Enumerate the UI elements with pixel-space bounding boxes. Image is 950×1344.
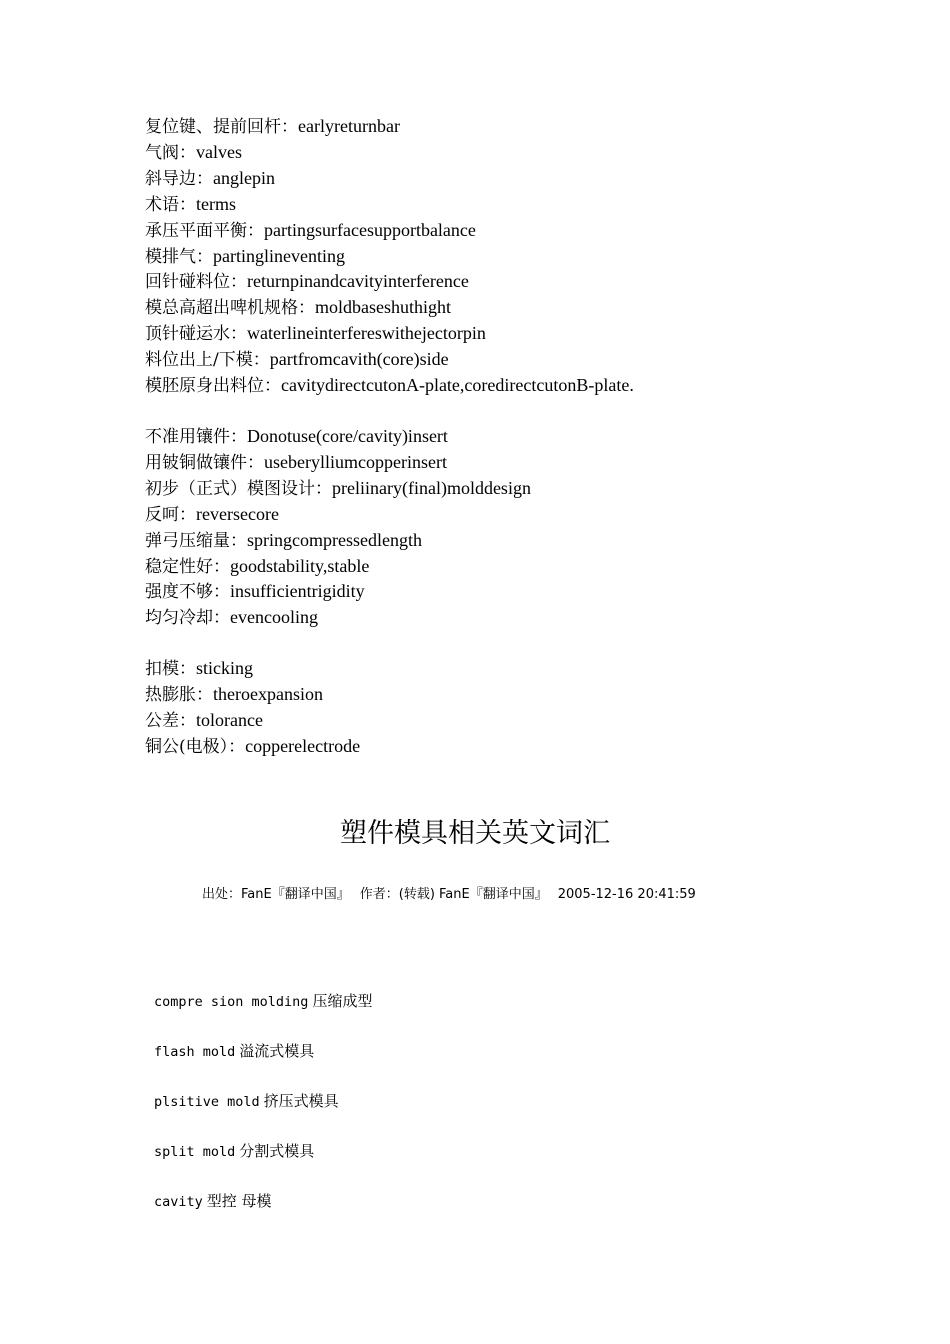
glossary-line: 承压平面平衡：partingsurfacesupportbalance <box>145 219 476 241</box>
vocab-item <box>154 988 854 1038</box>
vocab-item <box>154 1138 854 1188</box>
vocab-item <box>154 1088 854 1138</box>
glossary-line: 初步（正式）模图设计：preliinary(final)molddesign <box>145 477 531 499</box>
glossary-line: 模胚原身出料位：cavitydirectcutonA-plate,coredirectcutonB-plate. <box>145 375 634 397</box>
vocab-term: cavity <box>154 1194 203 1210</box>
author-label: 作者： <box>359 887 399 902</box>
glossary-line: 弹弓压缩量：springcompressedlength <box>145 529 422 551</box>
vocab-term: split mold <box>154 1144 236 1160</box>
author-value: (转载) FanE『翻译中国』 <box>398 887 548 902</box>
vocab-meaning: 压缩成型 <box>312 992 373 1010</box>
vocab-meaning: 溢流式模具 <box>239 1042 315 1060</box>
glossary-line: 斜导边：anglepin <box>145 167 275 189</box>
glossary-section <box>145 114 905 785</box>
glossary-line: 不准用镶件：Donotuse(core/cavity)insert <box>145 425 448 447</box>
glossary-line: 术语：terms <box>145 193 236 215</box>
glossary-line: 扣模：sticking <box>145 658 253 680</box>
glossary-line: 公差：tolorance <box>145 710 263 732</box>
vocab-meaning: 型控 母模 <box>206 1192 272 1210</box>
source-value: FanE『翻译中国』 <box>241 887 350 902</box>
vocab-term: compre sion molding <box>154 994 309 1010</box>
source-label: 出处： <box>202 887 242 902</box>
glossary-line: 气阀：valves <box>145 141 242 163</box>
glossary-line: 稳定性好：goodstability,stable <box>145 555 370 577</box>
glossary-line: 用铍铜做镶件：useberylliumcopperinsert <box>145 451 447 473</box>
vocab-list <box>154 988 854 1238</box>
glossary-line: 料位出上/下模：partfromcavith(core)side <box>145 349 449 371</box>
glossary-line: 均匀冷却：evencooling <box>145 607 318 629</box>
glossary-line: 复位键、提前回杆：earlyreturnbar <box>145 116 400 137</box>
publish-datetime: 2005-12-16 20:41:59 <box>557 887 696 902</box>
glossary-line: 强度不够：insufficientrigidity <box>145 581 365 603</box>
glossary-line: 模总高超出啤机规格：moldbaseshuthight <box>145 297 451 319</box>
glossary-line: 热膨胀：theroexpansion <box>145 684 323 706</box>
glossary-line: 回针碰料位：returnpinandcavityinterference <box>145 271 469 293</box>
article-meta <box>202 884 696 906</box>
glossary-line: 模排气：partinglineventing <box>145 245 345 267</box>
glossary-line: 铜公(电极）：copperelectrode <box>145 735 361 757</box>
glossary-line: 顶针碰运水：waterlineinterfereswithejectorpin <box>145 323 486 345</box>
vocab-term: flash mold <box>154 1044 236 1060</box>
glossary-group-2 <box>145 424 905 631</box>
vocab-item <box>154 1188 854 1238</box>
vocab-meaning: 分割式模具 <box>239 1142 315 1160</box>
glossary-group-1 <box>145 114 905 399</box>
glossary-line: 反呵：reversecore <box>145 503 279 525</box>
glossary-group-3 <box>145 656 905 760</box>
vocab-meaning: 挤压式模具 <box>263 1092 339 1110</box>
vocab-item <box>154 1038 854 1088</box>
article-title: 塑件模具相关英文词汇 <box>340 818 610 849</box>
vocab-term: plsitive mold <box>154 1094 260 1110</box>
